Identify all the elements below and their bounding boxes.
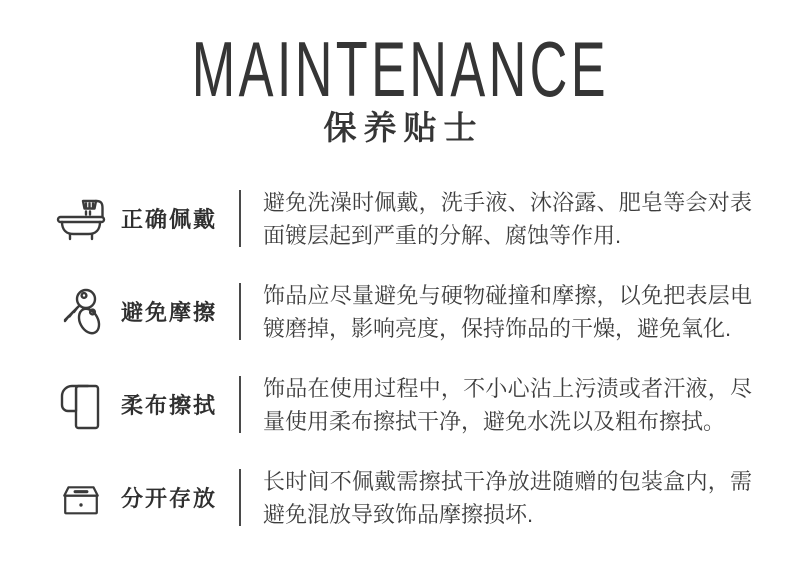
storage-box-icon <box>55 475 107 521</box>
vertical-divider <box>239 190 241 247</box>
tip-row-wear-correctly <box>0 172 800 265</box>
bathtub-shower-icon <box>55 195 107 243</box>
tip-label: 避免摩擦 <box>121 300 218 325</box>
tip-row-soft-cloth <box>0 358 800 451</box>
tip-label: 正确佩戴 <box>121 207 218 232</box>
tip-label: 分开存放 <box>121 486 218 511</box>
vertical-divider <box>239 469 241 526</box>
tip-row-store-separately <box>0 451 800 544</box>
page-subtitle: 保养贴士 <box>323 109 484 146</box>
tip-description: 避免洗澡时佩戴，洗手液、沐浴露、肥皂等会对表面镀层起到严重的分解、腐蚀等作用. <box>263 189 752 248</box>
tip-row-avoid-friction <box>0 265 800 358</box>
care-tips-list <box>0 172 800 544</box>
tip-description: 饰品在使用过程中，不小心沾上污渍或者汗液，尽量使用柔布擦拭干净，避免水洗以及粗布擦拭。 <box>263 375 752 434</box>
soft-cloth-icon <box>55 377 107 433</box>
header <box>0 0 800 148</box>
tip-description: 长时间不佩戴需擦拭干净放进随赠的包装盒内，需避免混放导致饰品摩擦损坏. <box>263 468 752 527</box>
page-title: MAINTENANCE <box>191 25 609 113</box>
tip-label: 柔布擦拭 <box>121 393 218 418</box>
vertical-divider <box>239 376 241 433</box>
tip-description: 饰品应尽量避免与硬物碰撞和摩擦，以免把表层电镀磨掉，影响亮度，保持饰品的干燥，避免氧化. <box>263 282 752 341</box>
vertical-divider <box>239 283 241 340</box>
keys-icon <box>55 284 107 340</box>
